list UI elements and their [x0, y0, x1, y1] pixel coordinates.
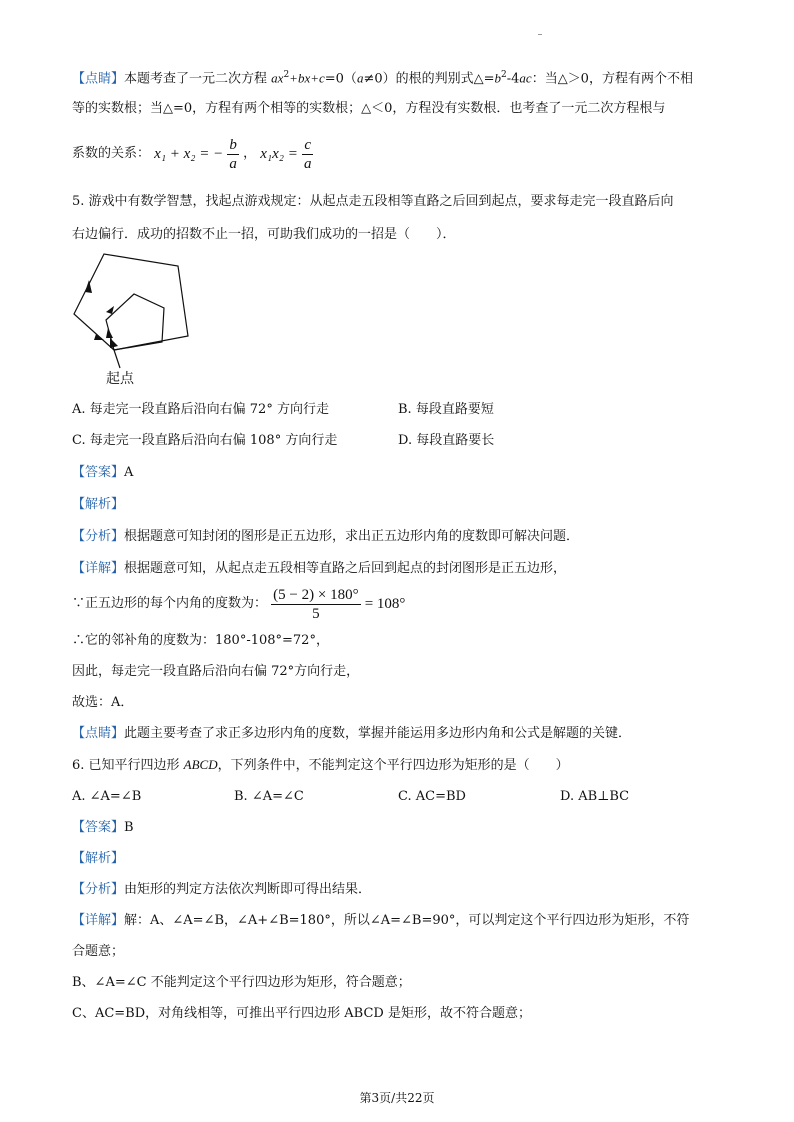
q6-option-c: C. AC=BD — [398, 789, 466, 804]
fraction-c-over-a: $\frac{c}{a}$ — [303, 136, 312, 172]
q6-fenxi: 【分析】由矩形的判定方法依次判断即可得出结果． — [72, 882, 372, 897]
q5-step-1: ∵正五边形的每个内角的度数为： $\frac{(5 - 2) \times 180^\circ}{5}$ = 108° — [72, 586, 406, 622]
q5-xiangjie: 【详解】根据题意可知，从起点走五段相等直路之后回到起点的封闭图形是正五边形， — [72, 561, 567, 576]
vieta-sum: x₁ + x₂ = − — [154, 146, 224, 162]
q5-stem-line-1: 5. 游戏中有数学智慧，找起点游戏规定：从起点走五段相等直路之后回到起点，要求每走完一段直路后向 — [72, 194, 674, 209]
q6-option-d: D. AB⊥BC — [560, 789, 630, 804]
q6-option-a: A. ∠A=∠B — [72, 789, 142, 804]
q5-step-4: 故选：A． — [72, 695, 134, 710]
arrow-inner-3 — [106, 306, 114, 314]
q5-option-d: D. 每段直路要长 — [398, 433, 495, 448]
q5-answer: 【答案】A — [72, 465, 134, 480]
p4-line-2: 等的实数根；当△=0，方程有两个相等的实数根；△＜0，方程没有实数根．也考查了一元二次方程根与 — [72, 101, 666, 116]
q5-option-b: B. 每段直路要短 — [398, 402, 494, 417]
arrow-outer-1 — [85, 280, 92, 293]
q5-step-2: ∴它的邻补角的度数为：180°-108°=72°， — [72, 633, 329, 648]
q5-option-a: A. 每走完一段直路后沿向右偏 72° 方向行走 — [72, 402, 329, 417]
pentagon-path-figure — [66, 250, 216, 390]
start-point-label: 起点 — [106, 371, 134, 387]
fraction-b-over-a: $\frac{b}{a}$ — [229, 136, 237, 172]
q6-analysis-tag: 【解析】 — [72, 851, 125, 866]
q6-option-b: B. ∠A=∠C — [234, 789, 304, 804]
vieta-product: x₁x₂ = — [260, 146, 298, 162]
pentagon-path-svg — [66, 250, 216, 390]
q5-stem-line-2: 右边偏行．成功的招数不止一招，可助我们成功的一招是（ ）． — [72, 227, 456, 242]
q6-detail-line-4: C、AC=BD，对角线相等，可推出平行四边形 ABCD 是矩形，故不符合题意； — [72, 1006, 531, 1021]
q6-detail-line-1: 【详解】解：A、∠A=∠B，∠A+∠B=180°，所以∠A=∠B=90°，可以判定这个平行四边形为矩形，不符 — [72, 913, 690, 928]
interior-angle-fraction: $\frac{(5 - 2) \times 180^\circ}{5}$ — [273, 586, 359, 622]
arrow-inner-2 — [110, 338, 118, 348]
page-number-footer: 第3页/共22页 — [359, 1091, 435, 1105]
arrow-outer-2 — [94, 334, 104, 340]
p4-tag: 【点睛】 — [72, 71, 125, 87]
q6-detail-line-2: 合题意； — [72, 944, 125, 959]
q5-option-c: C. 每走完一段直路后沿向右偏 108° 方向行走 — [72, 433, 338, 448]
p4-line-1: 【点睛】本题考查了一元二次方程 $ax^2+bx+c=0(a\ne 0)$的根的判别式$\triangle=b^2-4ac$：当△＞0，方程有两个不相 — [72, 70, 693, 87]
q6-answer: 【答案】B — [72, 820, 134, 835]
arrow-inner-1 — [106, 328, 113, 338]
p4-line-3: 系数的关系： x₁ + x₂ = − $\frac{b}{a}$ ， x₁x₂ = $\frac{c}{a}$ — [72, 136, 312, 172]
q5-analysis-tag: 【解析】 — [72, 497, 125, 512]
corner-mark — [538, 34, 542, 35]
q5-step-3: 因此，每走完一段直路后沿向右偏 72°方向行走， — [72, 664, 360, 679]
outer-pentagon-path — [74, 254, 188, 350]
q5-dianjing: 【点睛】此题主要考查了求正多边形内角的度数，掌握并能运用多边形内角和公式是解题的关键． — [72, 726, 632, 741]
start-connector — [114, 350, 120, 368]
q6-stem: 6. 已知平行四边形 ABCD，下列条件中，不能判定这个平行四边形为矩形的是（ ） — [72, 757, 569, 773]
q6-detail-line-3: B、∠A=∠C 不能判定这个平行四边形为矩形，符合题意； — [72, 975, 411, 990]
q5-fenxi: 【分析】根据题意可知封闭的图形是正五边形，求出正五边形内角的度数即可解决问题． — [72, 529, 580, 544]
